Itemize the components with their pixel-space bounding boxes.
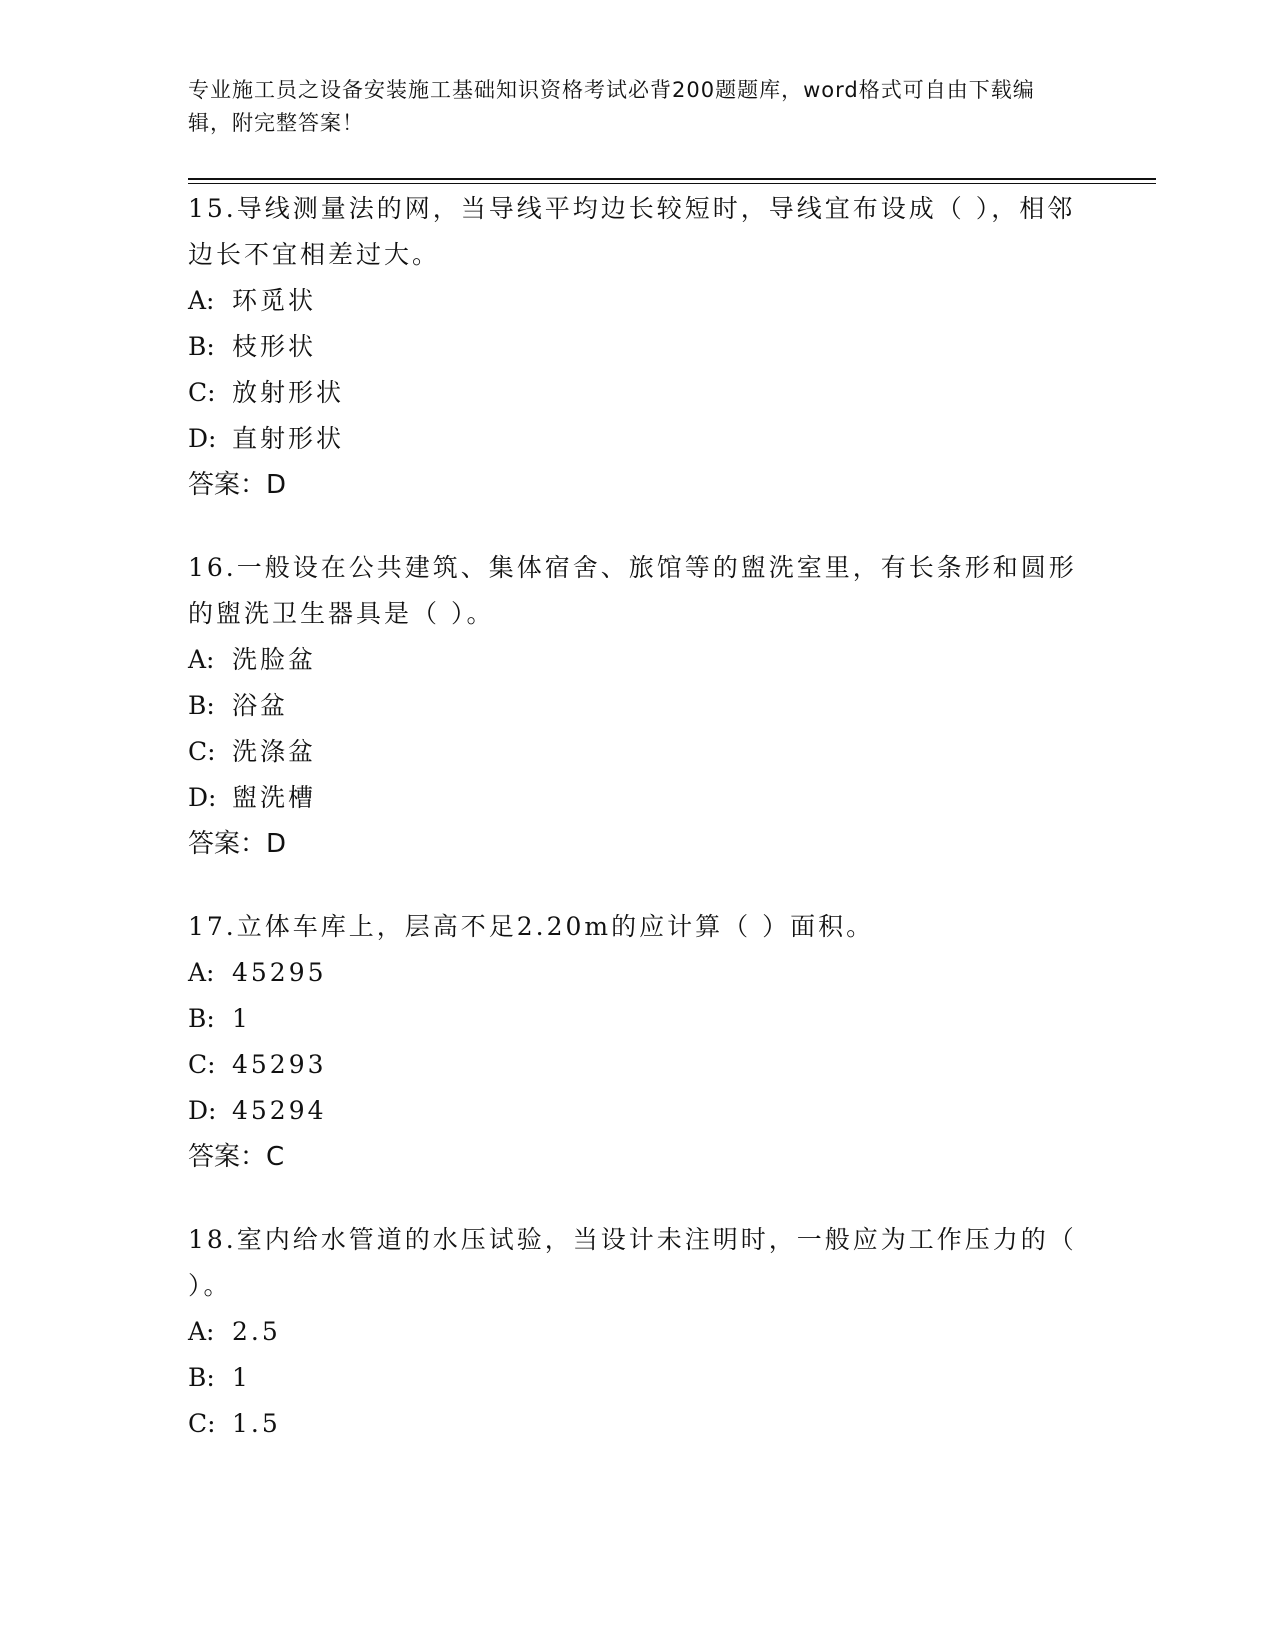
question-18 [188, 1217, 1088, 1447]
question-list [188, 186, 1088, 1484]
option-letter: B: [188, 332, 215, 361]
header-rule-thick [188, 178, 1156, 180]
option-a [188, 278, 1088, 324]
option-text: 盥洗槽 [232, 783, 317, 812]
option-letter: C: [188, 1409, 216, 1438]
option-letter: A: [188, 286, 215, 315]
option-a [188, 637, 1088, 683]
option-d [188, 416, 1088, 462]
question-text: 16.一般设在公共建筑、集体宿舍、旅馆等的盥洗室里，有长条形和圆形的盥洗卫生器具是（ ）。 [188, 553, 1077, 628]
option-letter: C: [188, 378, 216, 407]
question-text: 18.室内给水管道的水压试验，当设计未注明时，一般应为工作压力的（ ）。 [188, 1225, 1077, 1300]
option-b [188, 1355, 1088, 1401]
option-letter: C: [188, 737, 216, 766]
option-b [188, 683, 1088, 729]
answer: 答案：C [188, 1142, 285, 1172]
header-rule-thin [188, 183, 1156, 184]
option-c [188, 1401, 1088, 1447]
option-letter: A: [188, 958, 215, 987]
option-text: 2.5 [232, 1317, 281, 1346]
option-text: 45293 [232, 1050, 327, 1079]
option-text: 环觅状 [232, 286, 317, 315]
option-text: 直射形状 [232, 424, 345, 453]
question-text: 17.立体车库上，层高不足2.20m的应计算（ ）面积。 [188, 912, 875, 941]
option-letter: C: [188, 1050, 216, 1079]
option-letter: B: [188, 691, 215, 720]
option-b [188, 996, 1088, 1042]
option-text: 1 [232, 1004, 251, 1033]
option-a [188, 950, 1088, 996]
option-text: 45295 [232, 958, 327, 987]
option-text: 45294 [232, 1096, 327, 1125]
document-header: 专业施工员之设备安装施工基础知识资格考试必背200题题库，word格式可自由下载编辑，附完整答案！ [188, 78, 1035, 135]
option-d [188, 775, 1088, 821]
option-letter: D: [188, 424, 217, 453]
option-text: 洗脸盆 [232, 645, 317, 674]
question-17 [188, 904, 1088, 1180]
option-letter: D: [188, 1096, 217, 1125]
question-16 [188, 545, 1088, 867]
option-a [188, 1309, 1088, 1355]
option-letter: A: [188, 645, 215, 674]
option-letter: B: [188, 1363, 215, 1392]
question-text: 15.导线测量法的网，当导线平均边长较短时，导线宜布设成（ ），相邻边长不宜相差过大。 [188, 194, 1076, 269]
answer: 答案：D [188, 470, 287, 500]
option-letter: A: [188, 1317, 215, 1346]
option-text: 浴盆 [232, 691, 289, 720]
option-d [188, 1088, 1088, 1134]
option-b [188, 324, 1088, 370]
option-letter: D: [188, 783, 217, 812]
option-text: 1.5 [232, 1409, 281, 1438]
option-letter: B: [188, 1004, 215, 1033]
option-text: 洗涤盆 [232, 737, 317, 766]
option-c [188, 729, 1088, 775]
option-text: 放射形状 [232, 378, 345, 407]
option-text: 枝形状 [232, 332, 317, 361]
option-text: 1 [232, 1363, 251, 1392]
option-c [188, 370, 1088, 416]
answer: 答案：D [188, 829, 287, 859]
option-c [188, 1042, 1088, 1088]
question-15 [188, 186, 1088, 508]
